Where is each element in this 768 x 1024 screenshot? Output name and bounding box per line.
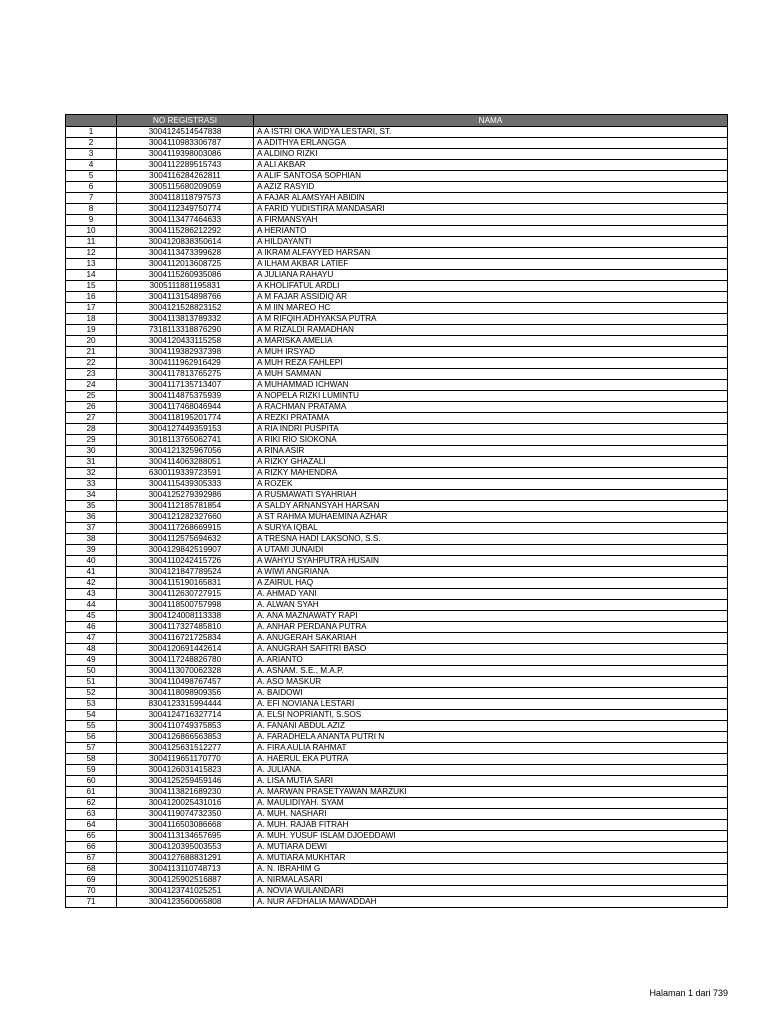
table-header: [66, 115, 728, 127]
table-row: [66, 820, 728, 831]
participant-name: A. EFI NOVIANA LESTARI: [254, 699, 728, 710]
registration-number: 3004113110748713: [117, 864, 254, 875]
participant-name: A KHOLIFATUL ARDLI: [254, 281, 728, 292]
row-number: 9: [66, 215, 117, 226]
registration-number: 3004117468046944: [117, 402, 254, 413]
registration-number: 3004120691442614: [117, 644, 254, 655]
participant-name: A TRESNA HADI LAKSONO, S.S.: [254, 534, 728, 545]
registration-number: 3004118195201774: [117, 413, 254, 424]
row-number: 18: [66, 314, 117, 325]
registration-number: 3004121847789524: [117, 567, 254, 578]
registration-number: 3004112630727915: [117, 589, 254, 600]
row-number: 12: [66, 248, 117, 259]
participant-name: A FAJAR ALAMSYAH ABIDIN: [254, 193, 728, 204]
participant-name: A AZIZ RASYID: [254, 182, 728, 193]
table-row: [66, 413, 728, 424]
table-row: [66, 171, 728, 182]
registration-number: 3004113070062328: [117, 666, 254, 677]
participant-name: A ALI AKBAR: [254, 160, 728, 171]
registration-number: 3004115439305333: [117, 479, 254, 490]
participant-name: A. MUTIARA MUKHTAR: [254, 853, 728, 864]
participant-name: A M RIZALDI RAMADHAN: [254, 325, 728, 336]
table-row: [66, 666, 728, 677]
participant-name: A JULIANA RAHAYU: [254, 270, 728, 281]
table-row: [66, 347, 728, 358]
registration-number: 3004112575694632: [117, 534, 254, 545]
registration-number: 3004126031415823: [117, 765, 254, 776]
row-number: 70: [66, 886, 117, 897]
participant-name: A ALDINO RIZKI: [254, 149, 728, 160]
table-row: [66, 160, 728, 171]
participant-name: A MUH IRSYAD: [254, 347, 728, 358]
participant-name: A WIWI ANGRIANA: [254, 567, 728, 578]
table-row: [66, 149, 728, 160]
registration-number: 3004116284262811: [117, 171, 254, 182]
participant-name: A. AHMAD YANI: [254, 589, 728, 600]
table-row: [66, 886, 728, 897]
table-row: [66, 402, 728, 413]
row-number: 10: [66, 226, 117, 237]
table-row: [66, 787, 728, 798]
registration-number: 3004121325967056: [117, 446, 254, 457]
registration-number: 3004117813765275: [117, 369, 254, 380]
table-row: [66, 512, 728, 523]
registration-number: 3004123741025251: [117, 886, 254, 897]
row-number: 50: [66, 666, 117, 677]
header-number: [66, 115, 117, 127]
registration-number: 3004125902516887: [117, 875, 254, 886]
table-row: [66, 534, 728, 545]
participant-name: A. ELSI NOPRIANTI, S.SOS: [254, 710, 728, 721]
row-number: 64: [66, 820, 117, 831]
table-row: [66, 710, 728, 721]
registration-number: 3004112013608725: [117, 259, 254, 270]
table-row: [66, 303, 728, 314]
row-number: 30: [66, 446, 117, 457]
table-row: [66, 633, 728, 644]
participant-name: A ADITHYA ERLANGGA: [254, 138, 728, 149]
table-row: [66, 567, 728, 578]
table-row: [66, 699, 728, 710]
registration-number: 3004129842519907: [117, 545, 254, 556]
table-row: [66, 809, 728, 820]
participant-name: A RIKI RIO SIOKONA: [254, 435, 728, 446]
row-number: 54: [66, 710, 117, 721]
participant-name: A RIZKY MAHENDRA: [254, 468, 728, 479]
participant-name: A NOPELA RIZKI LUMINTU: [254, 391, 728, 402]
participant-name: A. MUH. NASHARI: [254, 809, 728, 820]
table-row: [66, 479, 728, 490]
row-number: 56: [66, 732, 117, 743]
participant-name: A ZAIRUL HAQ: [254, 578, 728, 589]
row-number: 61: [66, 787, 117, 798]
participant-name: A. N. IBRAHIM G: [254, 864, 728, 875]
row-number: 69: [66, 875, 117, 886]
registration-number: 3004115260935086: [117, 270, 254, 281]
registration-number: 3004126866563853: [117, 732, 254, 743]
row-number: 19: [66, 325, 117, 336]
registration-number: 3004125279392986: [117, 490, 254, 501]
row-number: 52: [66, 688, 117, 699]
registration-number: 3018113765062741: [117, 435, 254, 446]
header-row: [66, 115, 728, 127]
table-row: [66, 853, 728, 864]
registration-number: 3004120025431016: [117, 798, 254, 809]
table-row: [66, 677, 728, 688]
row-number: 51: [66, 677, 117, 688]
registration-number: 3004112349750774: [117, 204, 254, 215]
row-number: 8: [66, 204, 117, 215]
registration-number: 3004123560065808: [117, 897, 254, 908]
participant-name: A ALIF SANTOSA SOPHIAN: [254, 171, 728, 182]
participant-name: A. MUH. YUSUF ISLAM DJOEDDAWI: [254, 831, 728, 842]
header-name: NAMA: [254, 115, 728, 127]
table-row: [66, 336, 728, 347]
registration-number: 3004127449359153: [117, 424, 254, 435]
participant-name: A. LISA MUTIA SARI: [254, 776, 728, 787]
registration-number: 3004112289515743: [117, 160, 254, 171]
row-number: 31: [66, 457, 117, 468]
registration-number: 3004116503086668: [117, 820, 254, 831]
registration-number: 3005115680209059: [117, 182, 254, 193]
registration-number: 3004115190165831: [117, 578, 254, 589]
registration-number: 3004121528823152: [117, 303, 254, 314]
row-number: 46: [66, 622, 117, 633]
registration-number: 3004113154898766: [117, 292, 254, 303]
table-row: [66, 556, 728, 567]
participant-name: A HERIANTO: [254, 226, 728, 237]
row-number: 68: [66, 864, 117, 875]
row-number: 26: [66, 402, 117, 413]
participant-name: A ROZEK: [254, 479, 728, 490]
row-number: 33: [66, 479, 117, 490]
participant-name: A. FARADHELA ANANTA PUTRI N: [254, 732, 728, 743]
table-row: [66, 798, 728, 809]
participant-name: A. NUR AFDHALIA MAWADDAH: [254, 897, 728, 908]
registration-number: 3004120433115258: [117, 336, 254, 347]
table-row: [66, 424, 728, 435]
participant-name: A. MUTIARA DEWI: [254, 842, 728, 853]
row-number: 7: [66, 193, 117, 204]
participant-name: A ST RAHMA MUHAEMINA AZHAR: [254, 512, 728, 523]
registration-number: 3004119398003086: [117, 149, 254, 160]
participant-name: A ILHAM AKBAR LATIEF: [254, 259, 728, 270]
registration-number: 3004117248826780: [117, 655, 254, 666]
participant-name: A WAHYU SYAHPUTRA HUSAIN: [254, 556, 728, 567]
row-number: 55: [66, 721, 117, 732]
row-number: 45: [66, 611, 117, 622]
row-number: 58: [66, 754, 117, 765]
registration-number: 3004124716327714: [117, 710, 254, 721]
row-number: 36: [66, 512, 117, 523]
participant-name: A M FAJAR ASSIDIQ AR: [254, 292, 728, 303]
registration-number: 3004117327485810: [117, 622, 254, 633]
participant-name: A RIA INDRI PUSPITA: [254, 424, 728, 435]
row-number: 48: [66, 644, 117, 655]
registration-number: 3004110749375853: [117, 721, 254, 732]
registration-number: 7318113318876290: [117, 325, 254, 336]
row-number: 49: [66, 655, 117, 666]
registration-number: 3004124008113338: [117, 611, 254, 622]
table-row: [66, 501, 728, 512]
registration-number: 3004119074732350: [117, 809, 254, 820]
registration-number: 3004114063288051: [117, 457, 254, 468]
table-row: [66, 578, 728, 589]
row-number: 43: [66, 589, 117, 600]
registration-number: 3004113813789332: [117, 314, 254, 325]
table-row: [66, 468, 728, 479]
registration-number: 6300119339723591: [117, 468, 254, 479]
participant-name: A. MAULIDIYAH. SYAM: [254, 798, 728, 809]
participant-name: A. MARWAN PRASETYAWAN MARZUKI: [254, 787, 728, 798]
table-row: [66, 875, 728, 886]
table-row: [66, 754, 728, 765]
row-number: 22: [66, 358, 117, 369]
registration-number: 8304123315994444: [117, 699, 254, 710]
row-number: 20: [66, 336, 117, 347]
participant-name: A. FIRA AULIA RAHMAT: [254, 743, 728, 754]
participant-name: A RIZKY GHAZALI: [254, 457, 728, 468]
registration-number: 3004127688831291: [117, 853, 254, 864]
table-row: [66, 380, 728, 391]
registration-number: 3004124514547838: [117, 127, 254, 138]
registration-number: 3004121282327660: [117, 512, 254, 523]
table-row: [66, 490, 728, 501]
table-row: [66, 523, 728, 534]
table-row: [66, 611, 728, 622]
table-row: [66, 589, 728, 600]
row-number: 59: [66, 765, 117, 776]
participant-name: A. HAERUL EKA PUTRA: [254, 754, 728, 765]
row-number: 53: [66, 699, 117, 710]
row-number: 34: [66, 490, 117, 501]
table-row: [66, 182, 728, 193]
table-row: [66, 897, 728, 908]
participant-name: A A ISTRI OKA WIDYA LESTARI, ST.: [254, 127, 728, 138]
participant-name: A. NIRMALASARI: [254, 875, 728, 886]
row-number: 44: [66, 600, 117, 611]
participant-name: A. NOVIA WULANDARI: [254, 886, 728, 897]
registration-number: 3004111962916429: [117, 358, 254, 369]
row-number: 29: [66, 435, 117, 446]
table-row: [66, 369, 728, 380]
table-row: [66, 270, 728, 281]
participant-name: A. JULIANA: [254, 765, 728, 776]
participant-name: A SALDY ARNANSYAH HARSAN: [254, 501, 728, 512]
participant-name: A. ANUGRAH SAFITRI BASO: [254, 644, 728, 655]
table-row: [66, 292, 728, 303]
registration-number: 3004114875375939: [117, 391, 254, 402]
header-registration-number: NO REGISTRASI: [117, 115, 254, 127]
participant-name: A. ANUGERAH SAKARIAH: [254, 633, 728, 644]
table-row: [66, 545, 728, 556]
participant-name: A MUH REZA FAHLEPI: [254, 358, 728, 369]
row-number: 32: [66, 468, 117, 479]
row-number: 71: [66, 897, 117, 908]
participant-name: A M RIFQIH ADHYAKSA PUTRA: [254, 314, 728, 325]
row-number: 60: [66, 776, 117, 787]
page-number: Halaman 1 dari 739: [649, 988, 728, 998]
registration-number: 3004115286212292: [117, 226, 254, 237]
row-number: 35: [66, 501, 117, 512]
table-row: [66, 446, 728, 457]
participant-name: A FARID YUDISTIRA MANDASARI: [254, 204, 728, 215]
table-row: [66, 281, 728, 292]
table-row: [66, 248, 728, 259]
participant-name: A UTAMI JUNAIDI: [254, 545, 728, 556]
participant-name: A FIRMANSYAH: [254, 215, 728, 226]
participant-name: A RUSMAWATI SYAHRIAH: [254, 490, 728, 501]
registration-number: 3004125259459146: [117, 776, 254, 787]
registration-number: 3004120395003553: [117, 842, 254, 853]
participant-name: A MARISKA AMELIA: [254, 336, 728, 347]
participant-name: A MUH SAMMAN: [254, 369, 728, 380]
row-number: 4: [66, 160, 117, 171]
row-number: 37: [66, 523, 117, 534]
row-number: 63: [66, 809, 117, 820]
registration-number: 3004119382937398: [117, 347, 254, 358]
table-row: [66, 391, 728, 402]
row-number: 2: [66, 138, 117, 149]
table-row: [66, 226, 728, 237]
row-number: 14: [66, 270, 117, 281]
row-number: 27: [66, 413, 117, 424]
participant-name: A RACHMAN PRATAMA: [254, 402, 728, 413]
row-number: 21: [66, 347, 117, 358]
registration-number: 3004112185781854: [117, 501, 254, 512]
table-row: [66, 358, 728, 369]
participant-name: A HILDAYANTI: [254, 237, 728, 248]
row-number: 15: [66, 281, 117, 292]
row-number: 6: [66, 182, 117, 193]
registration-number: 3004117135713407: [117, 380, 254, 391]
table-row: [66, 622, 728, 633]
row-number: 1: [66, 127, 117, 138]
row-number: 28: [66, 424, 117, 435]
table-row: [66, 457, 728, 468]
table-row: [66, 655, 728, 666]
row-number: 11: [66, 237, 117, 248]
registration-number: 3004110498767457: [117, 677, 254, 688]
registration-number: 3004113477464633: [117, 215, 254, 226]
registration-number: 3004110242415726: [117, 556, 254, 567]
table-row: [66, 314, 728, 325]
table-row: [66, 776, 728, 787]
registration-table: [65, 114, 728, 908]
participant-name: A. ASNAM. S.E., M.A.P.: [254, 666, 728, 677]
registration-number: 3004117268669915: [117, 523, 254, 534]
participant-name: A MUHAMMAD ICHWAN: [254, 380, 728, 391]
table-row: [66, 644, 728, 655]
table-body: [66, 127, 728, 908]
row-number: 24: [66, 380, 117, 391]
row-number: 65: [66, 831, 117, 842]
table-row: [66, 600, 728, 611]
row-number: 38: [66, 534, 117, 545]
table-row: [66, 204, 728, 215]
registration-number: 3004125631512277: [117, 743, 254, 754]
row-number: 62: [66, 798, 117, 809]
row-number: 42: [66, 578, 117, 589]
row-number: 41: [66, 567, 117, 578]
row-number: 5: [66, 171, 117, 182]
registration-number: 3005111881195831: [117, 281, 254, 292]
table-row: [66, 688, 728, 699]
table-row: [66, 237, 728, 248]
row-number: 39: [66, 545, 117, 556]
row-number: 47: [66, 633, 117, 644]
table-row: [66, 842, 728, 853]
row-number: 17: [66, 303, 117, 314]
registration-number: 3004118118797573: [117, 193, 254, 204]
table-row: [66, 259, 728, 270]
row-number: 3: [66, 149, 117, 160]
participant-name: A. BAIDOWI: [254, 688, 728, 699]
participant-name: A. MUH. RAJAB FITRAH: [254, 820, 728, 831]
registration-number: 3004118500757998: [117, 600, 254, 611]
registration-number: 3004113473399628: [117, 248, 254, 259]
table-row: [66, 743, 728, 754]
participant-name: A M IIN MAREO HC: [254, 303, 728, 314]
table-row: [66, 138, 728, 149]
table-row: [66, 765, 728, 776]
participant-name: A REZKI PRATAMA: [254, 413, 728, 424]
participant-name: A. ARIANTO: [254, 655, 728, 666]
participant-name: A. ANHAR PERDANA PUTRA: [254, 622, 728, 633]
participant-name: A SURYA IQBAL: [254, 523, 728, 534]
table-row: [66, 864, 728, 875]
participant-name: A. ASO MASKUR: [254, 677, 728, 688]
row-number: 13: [66, 259, 117, 270]
registration-number: 3004113821689230: [117, 787, 254, 798]
row-number: 40: [66, 556, 117, 567]
table-row: [66, 831, 728, 842]
row-number: 67: [66, 853, 117, 864]
row-number: 23: [66, 369, 117, 380]
table-row: [66, 732, 728, 743]
row-number: 66: [66, 842, 117, 853]
participant-name: A. ALWAN SYAH: [254, 600, 728, 611]
table-row: [66, 721, 728, 732]
participant-name: A RINA ASIR: [254, 446, 728, 457]
registration-number: 3004113134657695: [117, 831, 254, 842]
participant-name: A. FANANI ABDUL AZIZ: [254, 721, 728, 732]
table-row: [66, 127, 728, 138]
table-row: [66, 325, 728, 336]
table-row: [66, 215, 728, 226]
row-number: 25: [66, 391, 117, 402]
registration-number: 3004120838350614: [117, 237, 254, 248]
registration-number: 3004116721725834: [117, 633, 254, 644]
participant-name: A IKRAM ALFAYYED HARSAN: [254, 248, 728, 259]
participant-name: A. ANA MAZNAWATY RAPI: [254, 611, 728, 622]
table-row: [66, 193, 728, 204]
registration-number: 3004118098909356: [117, 688, 254, 699]
row-number: 57: [66, 743, 117, 754]
registration-number: 3004119651170770: [117, 754, 254, 765]
row-number: 16: [66, 292, 117, 303]
table-row: [66, 435, 728, 446]
registration-number: 3004110983306787: [117, 138, 254, 149]
